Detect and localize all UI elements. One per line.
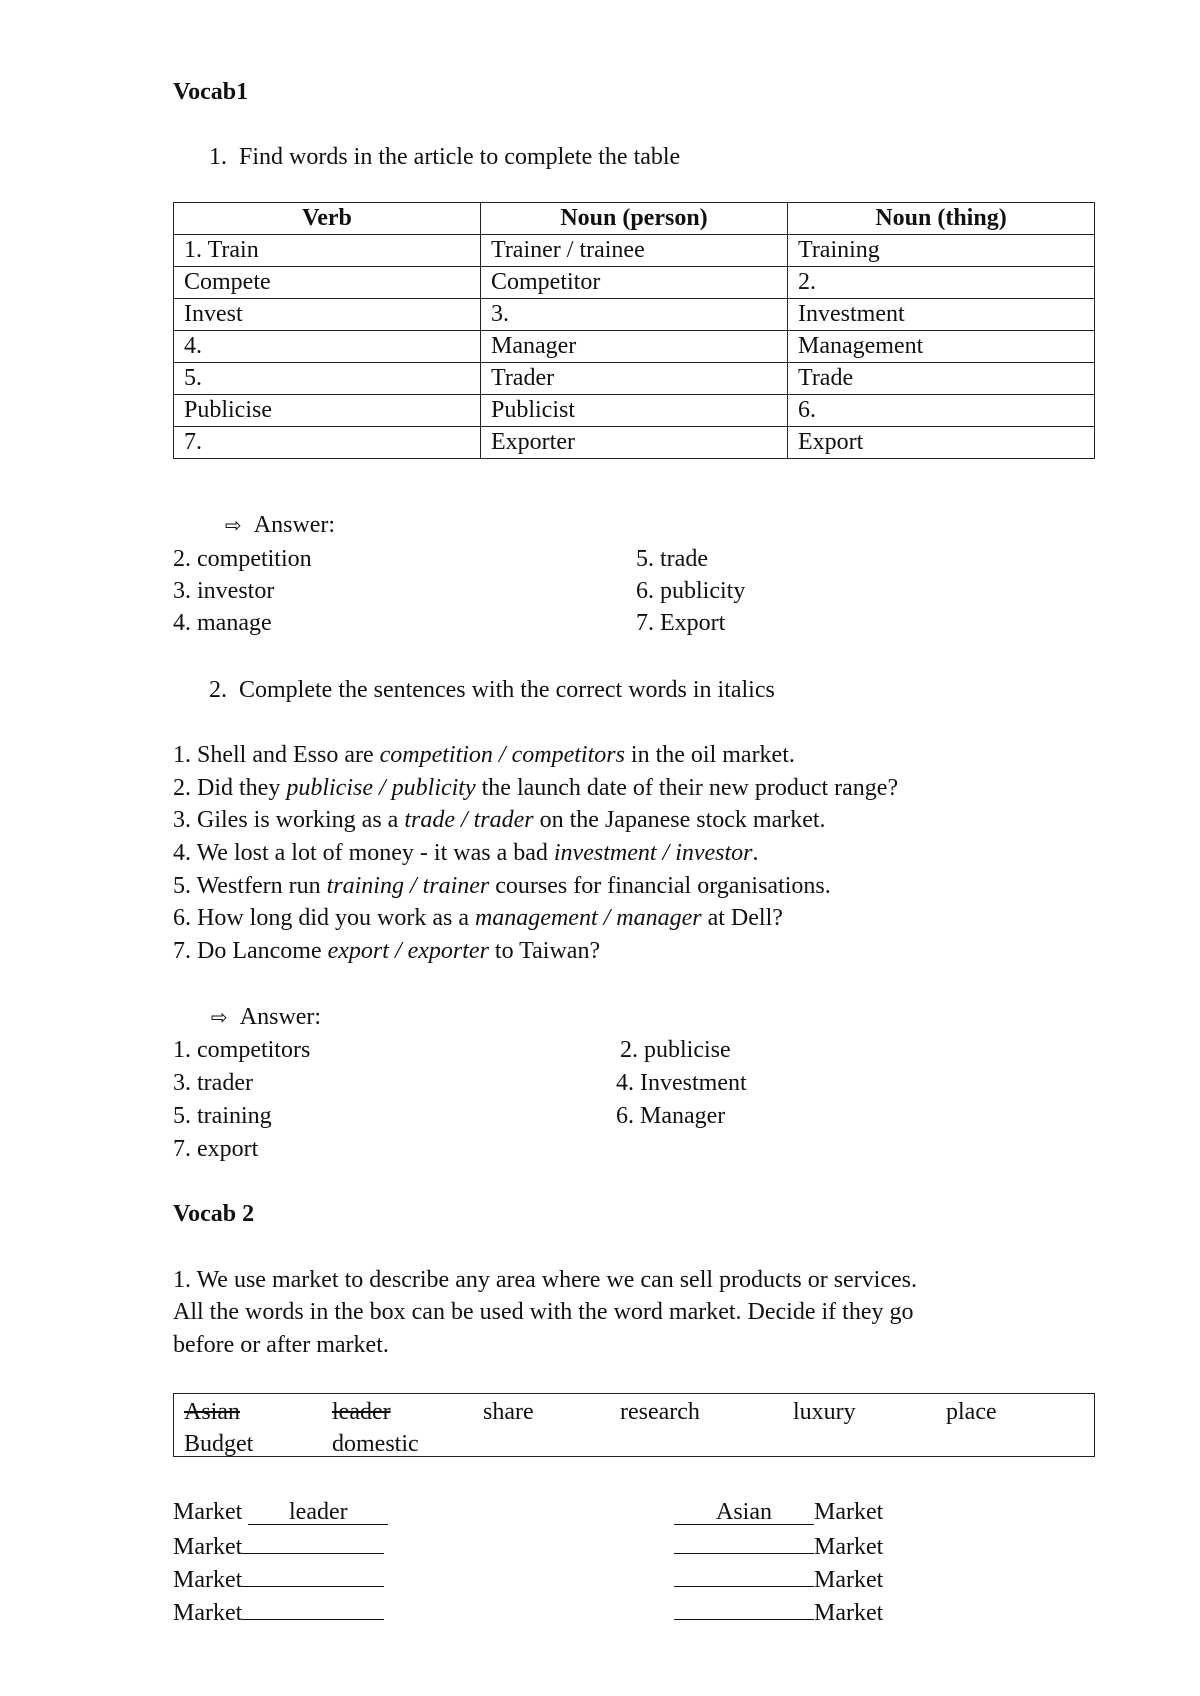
table-cell: Management xyxy=(788,331,1095,363)
box-word: Budget xyxy=(184,1431,254,1457)
answer-item: 3. trader xyxy=(173,1070,253,1096)
sentence: 6. How long did you work as a management / manager at Dell? xyxy=(173,905,783,931)
answer-item: 7. Export xyxy=(636,610,726,636)
table-cell: Trainer / trainee xyxy=(481,235,788,267)
table-row xyxy=(174,427,1095,459)
sentence: 2. Did they publicise / publicity the launch date of their new product range? xyxy=(173,775,899,801)
ex2-number: 2. xyxy=(209,677,227,703)
box-word: research xyxy=(620,1399,700,1425)
table-cell: Compete xyxy=(174,267,481,299)
answer-heading xyxy=(225,513,335,537)
answer-label: Answer: xyxy=(239,1004,322,1030)
answer-item: 4. manage xyxy=(173,610,272,636)
table-cell: Publicise xyxy=(174,395,481,427)
arrow-right-icon: ⇨ xyxy=(211,1005,228,1029)
answer-blank[interactable] xyxy=(674,1599,814,1620)
market-after-row xyxy=(173,1566,384,1592)
answer-blank-filled[interactable]: Asian xyxy=(674,1500,814,1525)
answer-item: 3. investor xyxy=(173,578,275,604)
market-word: Market xyxy=(814,1534,884,1560)
market-word: Market xyxy=(173,1600,243,1626)
table-cell: Exporter xyxy=(481,427,788,459)
table-cell: Export xyxy=(788,427,1095,459)
market-word: Market xyxy=(814,1600,884,1626)
box-word: Asian xyxy=(184,1399,240,1425)
answer-item: 1. competitors xyxy=(173,1037,311,1063)
table-cell: 4. xyxy=(174,331,481,363)
table-cell: Competitor xyxy=(481,267,788,299)
table-cell: Trade xyxy=(788,363,1095,395)
answer-blank[interactable] xyxy=(674,1533,814,1554)
table-cell: 3. xyxy=(481,299,788,331)
sentence: 3. Giles is working as a trade / trader on the Japanese stock market. xyxy=(173,807,826,833)
market-before-row xyxy=(674,1533,883,1559)
answer-item: 6. publicity xyxy=(636,578,746,604)
answer-item: 2. publicise xyxy=(620,1037,731,1063)
ex2-instruction xyxy=(209,678,775,702)
answer-item: 7. export xyxy=(173,1136,259,1162)
table-cell: Investment xyxy=(788,299,1095,331)
vocab-table xyxy=(173,202,1095,459)
sentence: 7. Do Lancome export / exporter to Taiwan? xyxy=(173,938,601,964)
box-word: share xyxy=(483,1399,534,1425)
ex2-instruction-text: Complete the sentences with the correct words in italics xyxy=(239,677,775,703)
vocab2-title: Vocab 2 xyxy=(173,1201,255,1227)
col-header-verb: Verb xyxy=(174,203,481,235)
box-word: domestic xyxy=(332,1431,419,1457)
sentence: 1. Shell and Esso are competition / competitors in the oil market. xyxy=(173,742,795,768)
answer-item: 5. training xyxy=(173,1103,272,1129)
market-after-row xyxy=(173,1533,384,1559)
market-word: Market xyxy=(814,1567,884,1593)
table-cell: 7. xyxy=(174,427,481,459)
answer-blank[interactable] xyxy=(242,1599,384,1620)
table-cell: Invest xyxy=(174,299,481,331)
answer-item: 6. Manager xyxy=(616,1103,726,1129)
ex1-number: 1. xyxy=(209,144,227,170)
table-row xyxy=(174,299,1095,331)
table-row xyxy=(174,363,1095,395)
sentence: 4. We lost a lot of money - it was a bad investment / investor. xyxy=(173,840,759,866)
answer-item: 4. Investment xyxy=(616,1070,747,1096)
box-word: luxury xyxy=(793,1399,856,1425)
vocab2-paragraph-line: before or after market. xyxy=(173,1332,389,1358)
answer-heading xyxy=(211,1005,321,1029)
table-cell: 1. Train xyxy=(174,235,481,267)
arrow-right-icon: ⇨ xyxy=(225,513,242,537)
market-word: Market xyxy=(173,1567,243,1593)
market-word: Market xyxy=(173,1534,243,1560)
market-before-row xyxy=(674,1599,883,1625)
answer-item: 5. trade xyxy=(636,546,708,572)
vocab2-paragraph-line: 1. We use market to describe any area where we can sell products or services. xyxy=(173,1267,917,1293)
answer-blank-filled[interactable]: leader xyxy=(248,1500,388,1525)
ex1-instruction xyxy=(209,145,680,169)
col-header-noun-person: Noun (person) xyxy=(481,203,788,235)
answer-blank[interactable] xyxy=(242,1566,384,1587)
box-word: place xyxy=(946,1399,997,1425)
col-header-noun-thing: Noun (thing) xyxy=(788,203,1095,235)
vocab2-paragraph-line: All the words in the box can be used with the word market. Decide if they go xyxy=(173,1299,914,1325)
box-word: leader xyxy=(332,1399,391,1425)
table-cell: Publicist xyxy=(481,395,788,427)
vocab1-title: Vocab1 xyxy=(173,79,249,105)
sentence: 5. Westfern run training / trainer courses for financial organisations. xyxy=(173,873,831,899)
table-cell: 2. xyxy=(788,267,1095,299)
table-row xyxy=(174,331,1095,363)
table-cell: Trader xyxy=(481,363,788,395)
answer-blank[interactable] xyxy=(674,1566,814,1587)
answer-blank[interactable] xyxy=(242,1533,384,1554)
table-cell: Training xyxy=(788,235,1095,267)
market-before-row xyxy=(674,1566,883,1592)
table-row xyxy=(174,395,1095,427)
table-cell: 5. xyxy=(174,363,481,395)
table-row xyxy=(174,267,1095,299)
table-row xyxy=(174,235,1095,267)
answer-item: 2. competition xyxy=(173,546,312,572)
table-header-row xyxy=(174,203,1095,235)
answer-label: Answer: xyxy=(253,512,336,538)
table-cell: Manager xyxy=(481,331,788,363)
table-cell: 6. xyxy=(788,395,1095,427)
market-before-row xyxy=(674,1500,883,1525)
market-word: Market xyxy=(173,1499,243,1525)
market-word: Market xyxy=(814,1499,884,1525)
market-after-row xyxy=(173,1500,388,1525)
market-after-row xyxy=(173,1599,384,1625)
ex1-instruction-text: Find words in the article to complete the table xyxy=(239,144,681,170)
